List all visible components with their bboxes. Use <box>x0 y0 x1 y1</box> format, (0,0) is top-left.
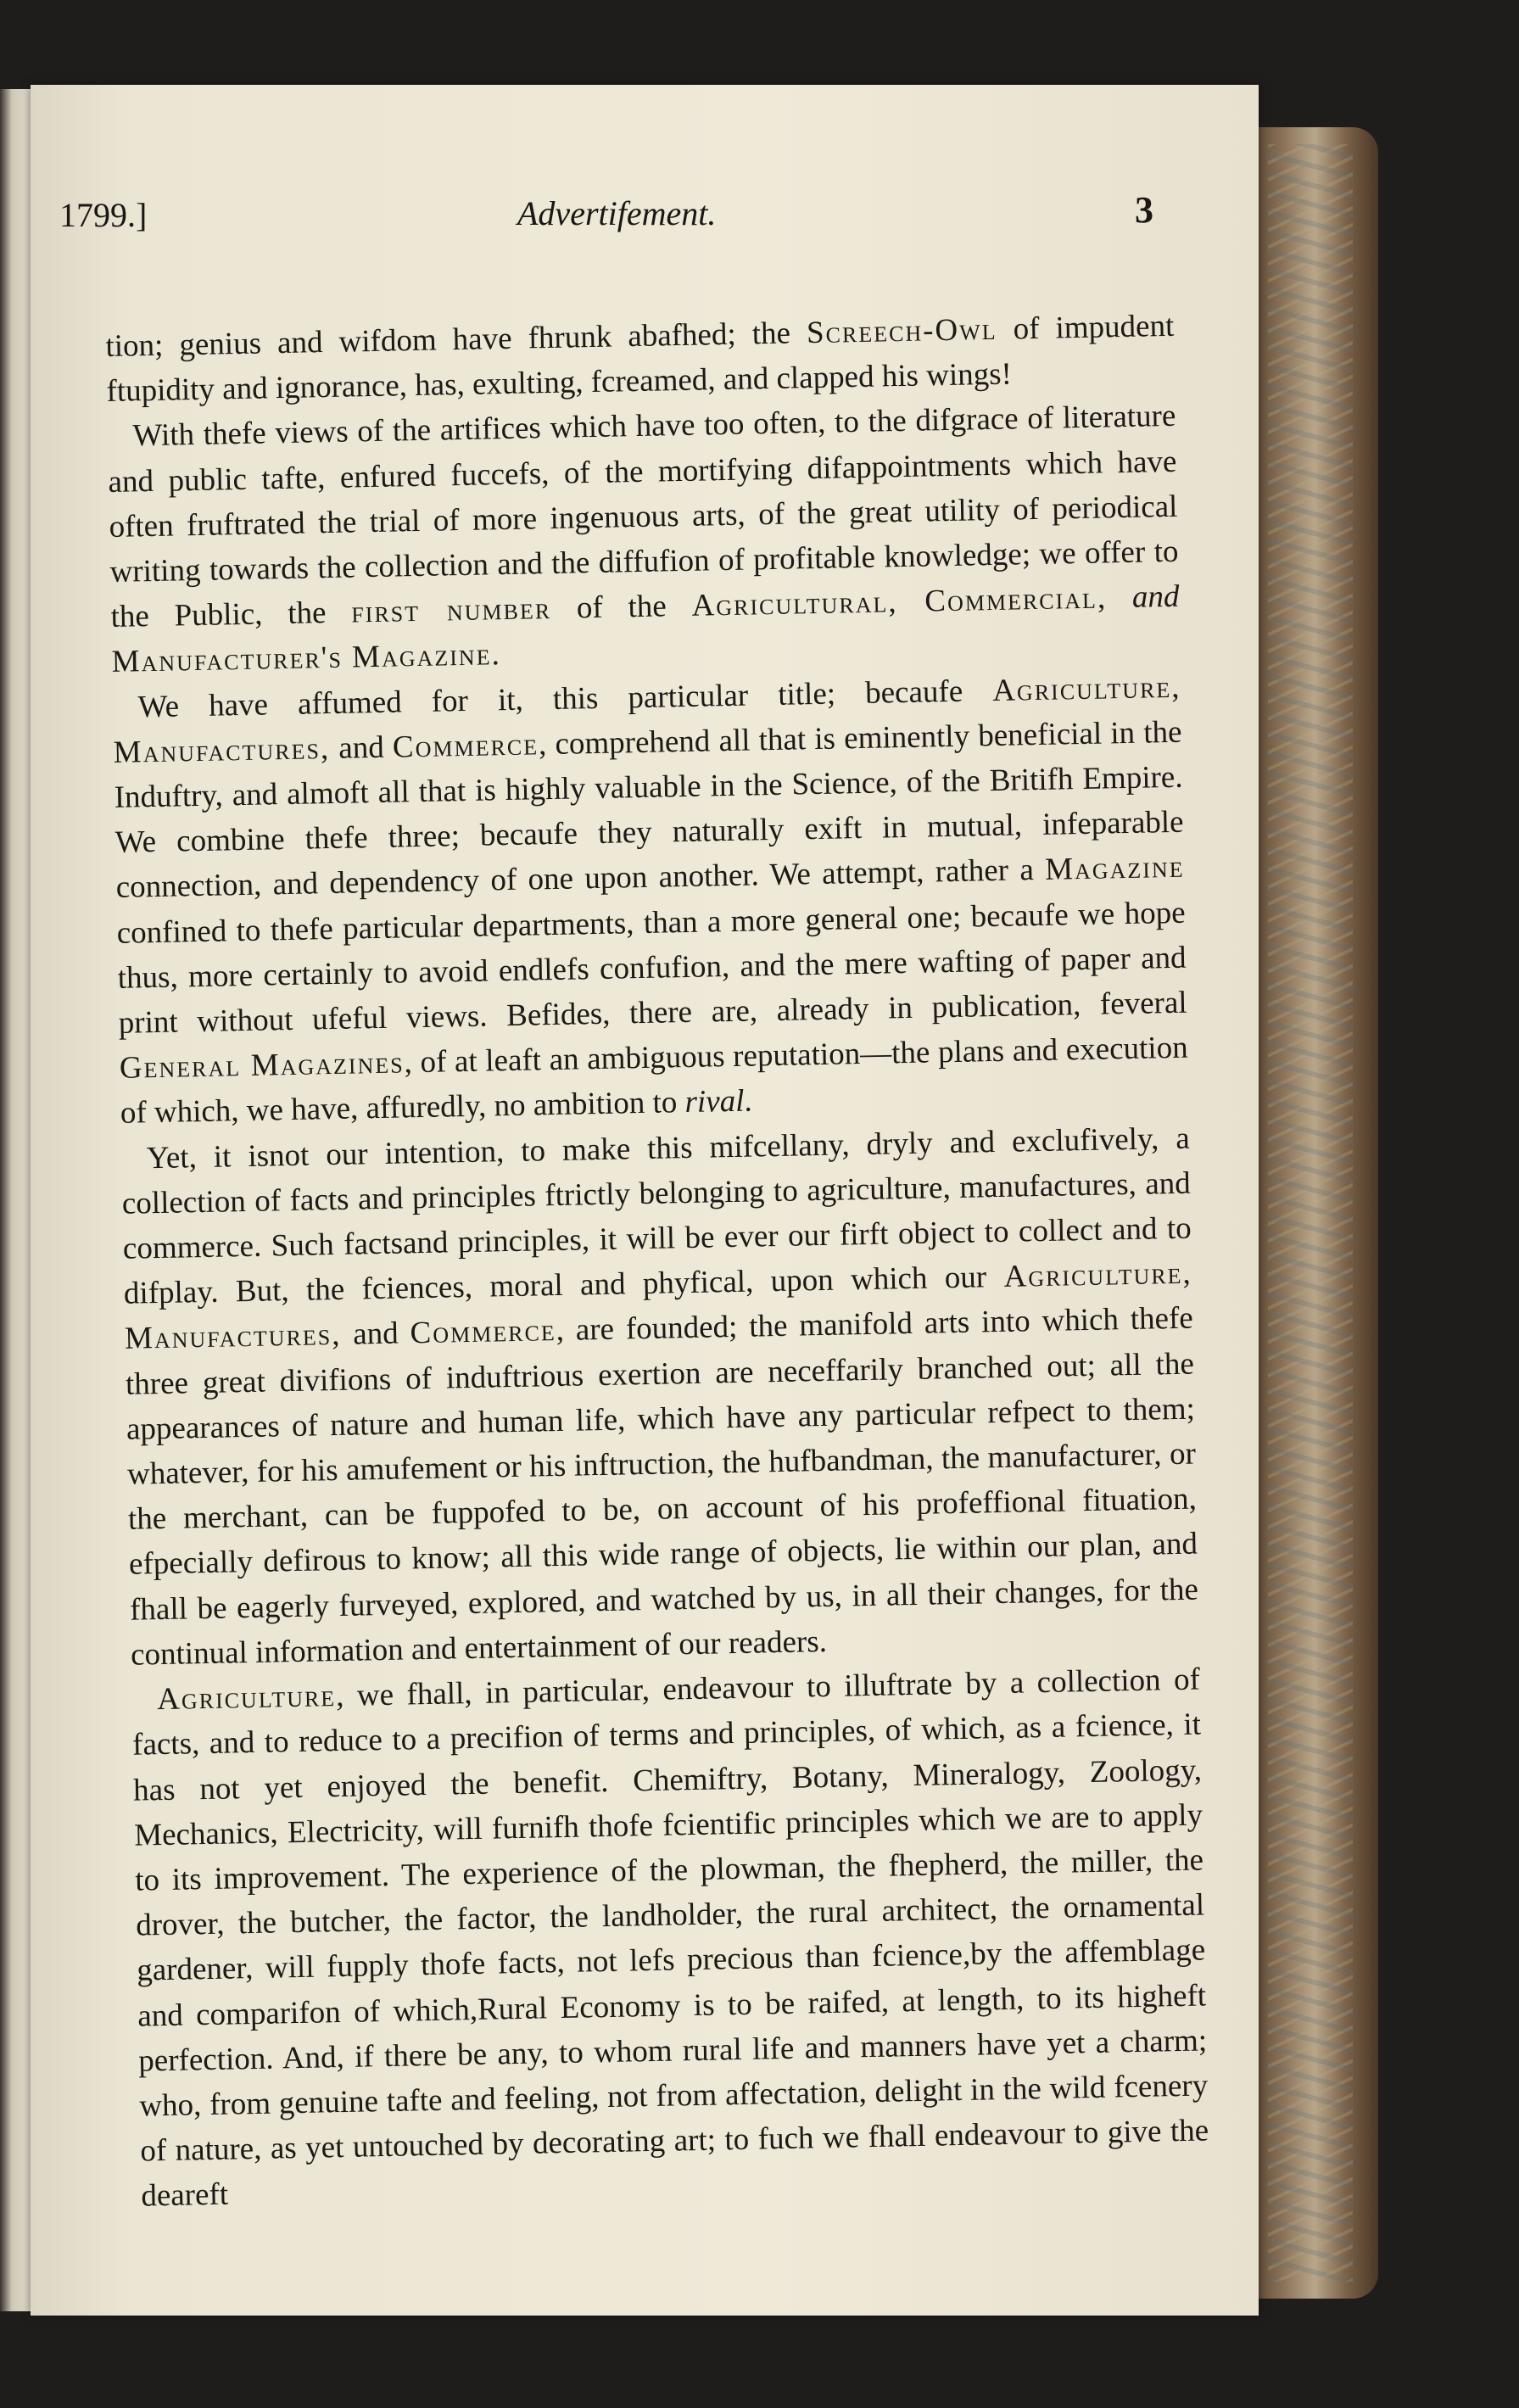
paragraph-2 <box>107 394 1181 684</box>
paragraph-4 <box>120 1115 1199 1678</box>
marbled-spine-pattern <box>1268 144 1353 2282</box>
small-caps-span: Agriculture, Manufactures, <box>124 1255 1193 1357</box>
text-span: confined to thefe particular departments, than a more general one; becaufe we hope thus, more certainly to avoid endlefs confufion, and the mere wafting of paper and print without ufeful views. Befides, there are, already in publication, feveral <box>116 895 1187 1041</box>
small-caps-span: Agriculture <box>156 1679 337 1718</box>
text-span: . <box>744 1083 753 1120</box>
text-span: of impudent ftupidity and ignorance, has, exulting, fcreamed, and clapped his wings! <box>106 308 1175 410</box>
running-head-title: Advertifement. <box>517 194 717 232</box>
page-number: 3 <box>1135 189 1153 231</box>
left-page-edge <box>0 89 34 2311</box>
italic-span: and <box>1106 578 1180 616</box>
small-caps-span: Magazine <box>1044 850 1185 888</box>
text-span: We have affumed for it, this particular title; becaufe <box>137 673 993 724</box>
small-caps-span: Commerce <box>392 727 539 765</box>
text-span: , of at leaft an ambiguous reputation—the plans and execution of which, we have, affuredly, no ambition to <box>120 1030 1188 1131</box>
text-span: tion; genius and wifdom have fhrunk abafhed; the <box>105 316 807 364</box>
small-caps-span: first number <box>350 591 552 630</box>
small-caps-span: Agriculture, Manufactures, <box>113 669 1181 770</box>
small-caps-span: General Magazines <box>119 1045 405 1087</box>
text-span: , are founded; the manifold arts into which thefe three great divifions of induftrious exertion are neceffarily branched out; all the appearances of nature and human life, which have any particular refpect to them; whatever, for his amufement or his inftruction, the hufbandman, the manufacturer, or the merchant, can be fuppofed to be, on account of his profeffional fituation, efpecially defirous to know; all this wide range of objects, lie within our plan, and fhall be eagerly furveyed, explored, and watched by us, in all their changes, for the continual information and entertainment of our readers. <box>125 1301 1199 1673</box>
text-span: . <box>491 637 500 673</box>
small-caps-span: Agricultural, Commercial, <box>691 580 1108 624</box>
body-text <box>105 304 1210 2219</box>
running-head <box>59 188 1153 248</box>
text-span: and <box>329 729 394 766</box>
small-caps-span: Screech-Owl <box>806 311 997 351</box>
text-span: Yet, it isnot our intention, to make this mifcellany, dryly and exclufively, a collection of facts and principles ftrictly belonging to agriculture, manufactures, and commerce. Such factsand principles, it will be ever our firft object to collect and to difplay. But, the fciences, moral and phyfical, upon which our <box>121 1120 1192 1312</box>
small-caps-span: Manufacturer's Magazine <box>111 637 492 680</box>
small-caps-span: Commerce <box>410 1313 557 1351</box>
paragraph-3 <box>112 664 1189 1136</box>
text-span: and <box>341 1316 410 1353</box>
paragraph-5 <box>131 1657 1210 2220</box>
text-span: , we fhall, in particular, endeavour to illuftrate by a collection of facts, and to reduce to a precifion of terms and principles, of which, as a fcience, it has not yet enjoyed the benefit. Chemiftry, Botany, Mineralogy, Zoology, Mechanics, Electricity, will furnifh thofe fcientific principles which we are to apply to its improvement. The experience of the plowman, the fhepherd, the miller, the drover, the butcher, the factor, the landholder, the rural architect, the ornamental gardener, will fupply thofe facts, not lefs precious than fcience,by the affemblage and comparifon of which,Rural Economy is to be raifed, at length, to its higheft perfection. And, if there be any, to whom rural life and manners have yet a charm; who, from genuine tafte and feeling, not from affectation, delight in the wild fcenery of nature, as yet untouched by decorating art; to fuch we fhall endeavour to give the deareft <box>131 1662 1209 2214</box>
running-head-year: 1799.] <box>59 196 148 234</box>
text-span: , comprehend all that is eminently beneficial in the Induftry, and almoft all that is highly valuable in the Science, of the Britifh Empire. We combine thefe three; becaufe they naturally exift in mutual, infeparable connection, and dependency of one upon another. We attempt, rather a <box>114 714 1184 906</box>
italic-span: rival <box>684 1084 745 1120</box>
text-span: of the <box>550 589 692 627</box>
text-span: With thefe views of the artifices which have too often, to the difgrace of literature and public tafte, enfured fuccefs, of the mortifying difappointments which have often fruftrated the trial of more ingenuous arts, of the great utility of periodical writing towards the collection and the diffufion of profitable knowledge; we offer to the Public, the <box>108 399 1179 635</box>
